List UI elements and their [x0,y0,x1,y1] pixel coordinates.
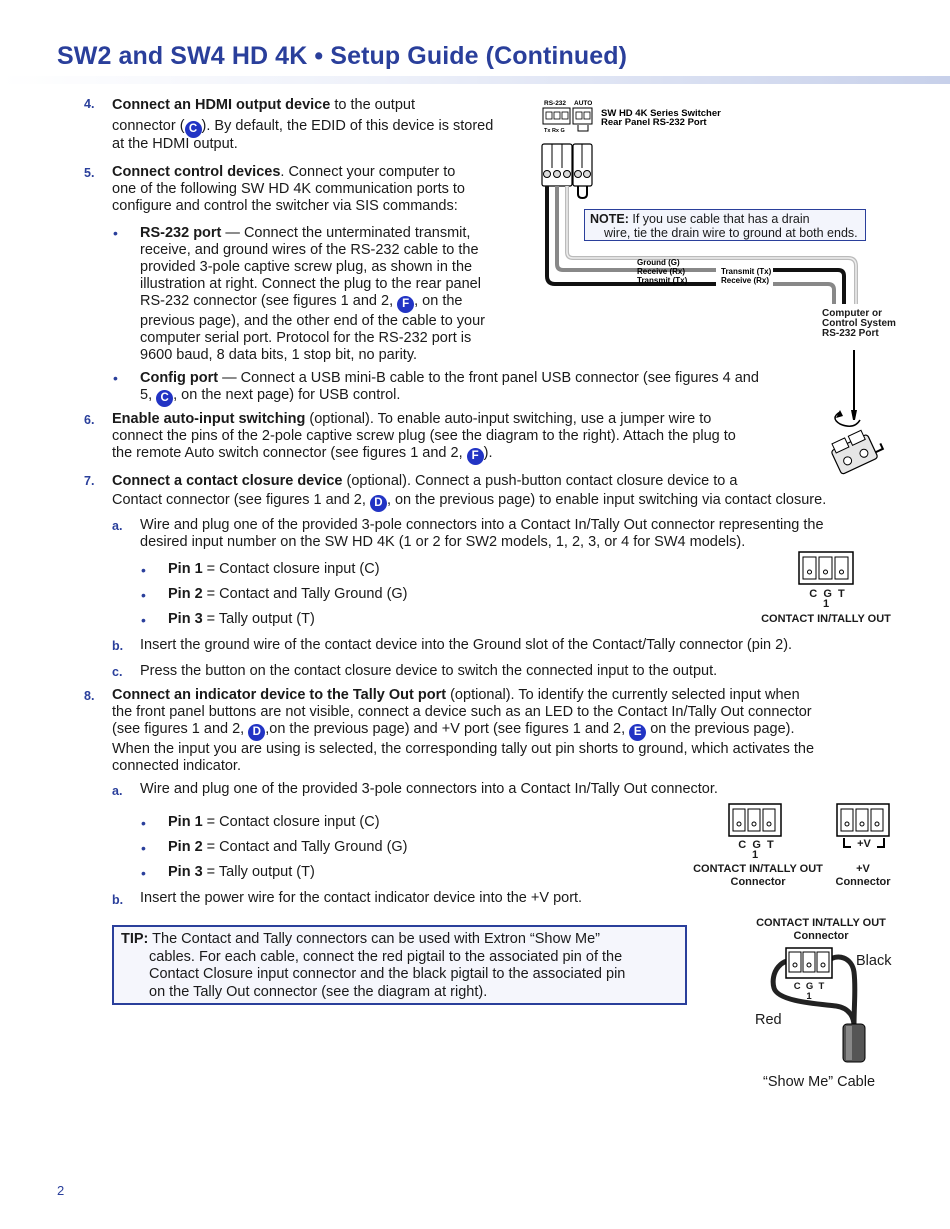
bullet: • [141,865,146,881]
wire-label-receive: Receive (Rx) [637,267,686,276]
tip-box: TIP: The Contact and Tally connectors can be used with Extron “Show Me” cables. For each cable, connect the red pigtail to the associated pin of the Contact Closure input connector and the black pigtail to the associated pin on the Tally Out connector (see the diagram at right). [112,925,687,1005]
diagram-caption: Rear Panel RS-232 Port [601,117,707,128]
bullet: • [141,612,146,628]
step-4-text: Connect an HDMI output device to the output connector ( C ). By default, the EDID of this device is stored at the HDMI output. [112,97,494,152]
bullet: • [141,562,146,578]
callout-badge: D [370,495,387,512]
step-5-text: Connect control devices. Connect your computer to one of the following SW HD 4K communication ports to configure and control the switcher via SIS commands: [112,164,465,214]
callout-badge: D [248,724,265,741]
wire-label-transmit: Transmit (Tx) [637,276,688,285]
step-7b-text: Insert the ground wire of the contact device into the Ground slot of the Contact/Tally connector (pin 2). [140,637,793,653]
pc-port-caption: Computer or Control System RS-232 Port [822,308,896,339]
config-text: Config port — Connect a USB mini-B cable to the front panel USB connector (see figures 4 and 5, C , on the next page) for USB control. [140,370,759,407]
page-number: 2 [57,1183,65,1198]
step-6-text: Enable auto-input switching (optional). To enable auto-input switching, use a jumper wire to connect the pins of the 2-pole captive screw plug (see the diagram to the right). Attach the plug to the remote Auto switch connector (see figures 1 and 2, F ). [112,411,736,465]
callout-badge: E [629,724,646,741]
showme-cable-label: “Show Me” Cable [763,1074,876,1090]
plus-v-label: +V [851,838,877,851]
connector-caption: CONTACT IN/TALLY OUT Connector [693,863,823,888]
port-label-rs232: RS-232 [544,100,567,107]
pin-1-text: Pin 1 = Contact closure input (C) [168,561,380,577]
screwdriver-plug-illustration [822,348,892,483]
connector-caption: CONTACT IN/TALLY OUT [761,613,891,625]
step-number: 5. [84,166,95,180]
plus-v-connector-diagram [836,802,892,838]
pin-letters: C G T [738,839,774,851]
sub-label: b. [112,893,124,907]
step-number: 8. [84,689,95,703]
pin-one: 1 [822,598,830,610]
pin-2-text: Pin 2 = Contact and Tally Ground (G) [168,586,408,602]
bullet: • [113,225,118,241]
bullet: • [141,815,146,831]
bullet: • [113,370,118,386]
port-label-auto: AUTO [574,100,593,107]
step-7a-text: Wire and plug one of the provided 3-pole connectors into a Contact In/Tally Out connector representing the desired input number on the SW HD 4K (1 or 2 for SW2 models, 1, 2, 3, or 4 for SW4 models). [140,517,824,550]
showme-caption: CONTACT IN/TALLY OUT Connector [756,917,886,942]
diagram-caption: SW HD 4K Series Switcher [601,108,721,119]
step-7c-text: Press the button on the contact closure device to switch the connected input to the output. [140,663,718,679]
connector-caption: +V Connector [835,863,891,888]
pin-one: 1 [751,849,759,861]
bullet: • [141,840,146,856]
wire-label-receive-r: Receive (Rx) [721,276,770,285]
sub-label: a. [112,519,123,533]
showme-cable-diagram [760,944,870,1072]
pin-3-text: Pin 3 = Tally output (T) [168,864,315,880]
pin-3-text: Pin 3 = Tally output (T) [168,611,315,627]
wire-label-ground: Ground (G) [637,258,680,267]
callout-badge: F [397,296,414,313]
pin-letters: C G T [809,588,845,600]
bullet: • [141,587,146,603]
sub-label: b. [112,639,124,653]
pin-2-text: Pin 2 = Contact and Tally Ground (G) [168,839,408,855]
step-number: 4. [84,97,95,111]
red-wire-label: Red [755,1012,782,1028]
contact-connector-diagram [798,550,856,586]
title-rule [0,76,950,84]
step-number: 7. [84,474,95,488]
tally-connector-diagram [728,802,784,838]
pin-1-text: Pin 1 = Contact closure input (C) [168,814,380,830]
pin-labels: Tx Rx G [544,128,565,134]
step-8b-text: Insert the power wire for the contact indicator device into the +V port. [140,890,583,906]
black-wire-label: Black [856,953,892,969]
wire-label-transmit-r: Transmit (Tx) [721,267,772,276]
callout-badge: C [185,121,202,138]
step-8a-text: Wire and plug one of the provided 3-pole connectors into a Contact In/Tally Out connector. [140,781,718,797]
note-box: NOTE: If you use cable that has a drain wire, tie the drain wire to ground at both ends. [584,209,866,241]
pin-one: 1 [806,991,812,1002]
step-8-text: Connect an indicator device to the Tally Out port (optional). To identify the currently selected input when the front panel buttons are not visible, connect a device such as an LED to the Contact In/Tally Out connector (see figures 1 and 2, D ,on the previous page) and +V port (see figures 1 and 2, E on the previous page). When the input you are using is selected, the corresponding tally out pin shorts to ground, which activates the connected indicator. [112,687,815,774]
callout-badge: F [467,448,484,465]
rs232-text: RS-232 port — Connect the unterminated transmit, receive, and ground wires of the RS-232 cable to the provided 3-pole captive screw plug, as shown in the illustration at right. Connect the plug to the rear panel RS-232 connector (see figures 1 and 2, F , on the previous page), and the other end of the cable to your computer serial port. Protocol for the RS-232 port is 9600 baud, 8 data bits, 1 stop bit, no parity. [140,225,486,363]
pin-letters: C G T [793,981,825,992]
callout-badge: C [156,390,173,407]
step-7-text: Connect a contact closure device (optional). Connect a push-button contact closure device to a Contact connector (see figures 1 and 2, D , on the previous page) to enable input switching via contact closure. [112,472,826,512]
page-title: SW2 and SW4 HD 4K • Setup Guide (Continued) [57,42,627,70]
step-number: 6. [84,413,95,427]
sub-label: a. [112,784,123,798]
sub-label: c. [112,665,123,679]
